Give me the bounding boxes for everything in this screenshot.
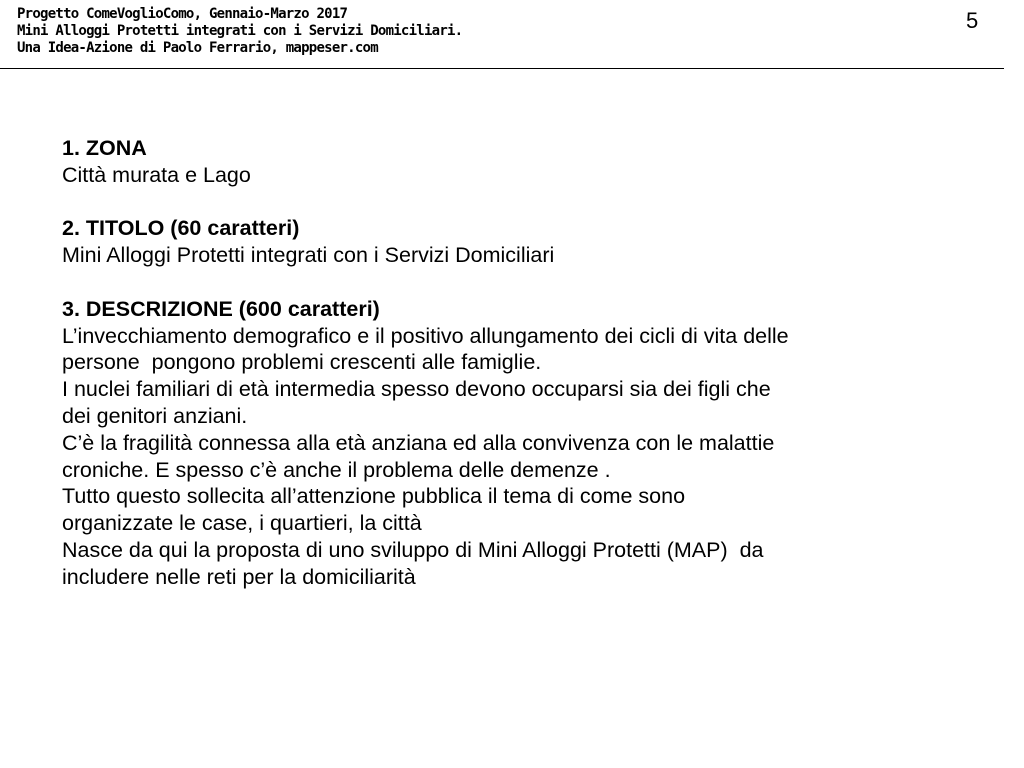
description-line: persone pongono problemi crescenti alle famiglie. — [62, 350, 542, 375]
description-line: croniche. E spesso c’è anche il problema delle demenze . — [62, 457, 611, 482]
description-line: L’invecchiamento demografico e il positivo allungamento dei cicli di vita delle — [62, 323, 789, 348]
section-text-zona: Città murata e Lago — [62, 162, 251, 187]
section-descrizione — [62, 296, 962, 591]
section-zona — [62, 135, 962, 189]
description-line: C’è la fragilità connessa alla età anziana ed alla convivenza con le malattie — [62, 430, 775, 455]
page-number: 5 — [966, 8, 979, 33]
description-line: includere nelle reti per la domiciliarità — [62, 564, 416, 589]
description-line: Nasce da qui la proposta di uno sviluppo di Mini Alloggi Protetti (MAP) da — [62, 537, 764, 562]
document-header — [17, 6, 462, 57]
header-project-line: Progetto ComeVoglioComo, Gennaio-Marzo 2017 — [17, 6, 348, 22]
section-text-titolo: Mini Alloggi Protetti integrati con i Servizi Domiciliari — [62, 243, 555, 268]
description-line: I nuclei familiari di età intermedia spesso devono occuparsi sia dei figli che — [62, 377, 771, 402]
header-author-line: Una Idea-Azione di Paolo Ferrario, mappeser.com — [17, 40, 378, 56]
header-divider — [0, 68, 1004, 69]
description-line: Tutto questo sollecita all’attenzione pubblica il tema di come sono — [62, 484, 686, 509]
document-body — [62, 135, 962, 617]
section-heading-zona: 1. ZONA — [62, 136, 147, 160]
section-heading-titolo: 2. TITOLO (60 caratteri) — [62, 216, 300, 241]
description-line: organizzate le case, i quartieri, la città — [62, 511, 422, 536]
description-line: dei genitori anziani. — [62, 403, 248, 428]
section-heading-descrizione: 3. DESCRIZIONE (600 caratteri) — [62, 296, 380, 321]
header-title-line: Mini Alloggi Protetti integrati con i Servizi Domiciliari. — [17, 23, 463, 39]
section-titolo — [62, 215, 962, 269]
